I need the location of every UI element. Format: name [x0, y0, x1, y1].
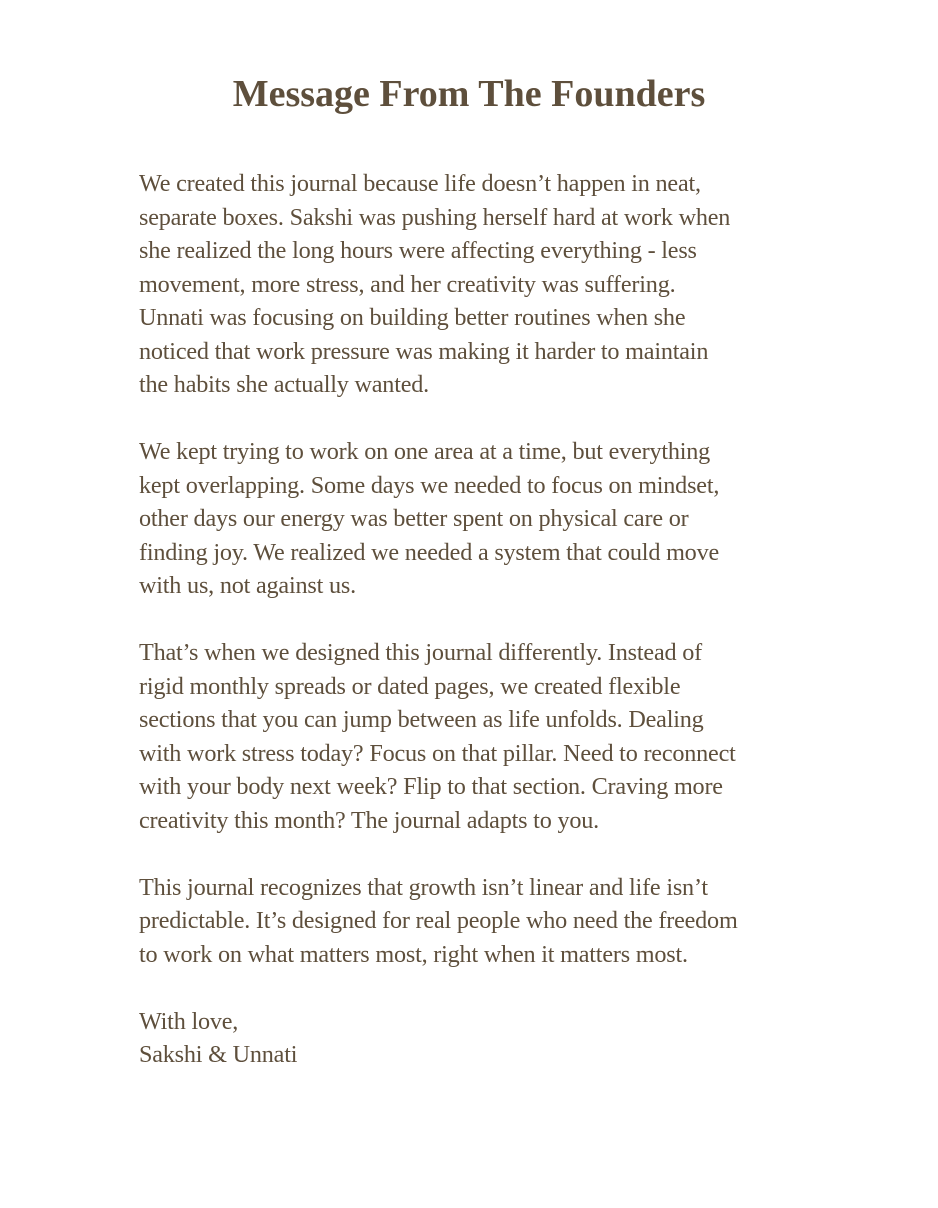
- page-title: Message From The Founders: [232, 73, 706, 115]
- text-line: creativity this month? The journal adapts to you.: [139, 806, 599, 834]
- text-line: with us, not against us.: [139, 572, 356, 599]
- text-line: with your body next week? Flip to that section. Craving more: [139, 773, 723, 800]
- paragraph-3: [139, 636, 839, 837]
- text-line: separate boxes. Sakshi was pushing herself hard at work when: [139, 203, 731, 231]
- text-line: predictable. It’s designed for real people who need the freedom: [139, 907, 738, 934]
- signoff-names: Sakshi & Unnati: [139, 1041, 298, 1068]
- message-body: [139, 167, 839, 1072]
- text-line: movement, more stress, and her creativity was suffering.: [139, 270, 676, 298]
- text-line: other days our energy was better spent on physical care or: [139, 505, 689, 532]
- text-line: the habits she actually wanted.: [139, 371, 430, 398]
- text-line: finding joy. We realized we needed a system that could move: [139, 538, 720, 566]
- text-line: sections that you can jump between as life unfolds. Dealing: [139, 706, 704, 733]
- text-line: Unnati was focusing on building better routines when she: [139, 304, 686, 331]
- paragraph-2: [139, 435, 839, 603]
- text-line: We kept trying to work on one area at a time, but everything: [139, 438, 711, 465]
- text-line: rigid monthly spreads or dated pages, we created flexible: [139, 672, 681, 700]
- text-line: This journal recognizes that growth isn’t linear and life isn’t: [139, 873, 708, 901]
- signoff-closing: With love,: [139, 1007, 239, 1035]
- paragraph-1: [139, 167, 839, 402]
- paragraph-4: [139, 871, 839, 972]
- text-line: with work stress today? Focus on that pillar. Need to reconnect: [139, 739, 736, 767]
- text-line: kept overlapping. Some days we needed to focus on mindset,: [139, 471, 720, 499]
- text-line: she realized the long hours were affecting everything - less: [139, 237, 697, 264]
- signoff: [139, 1005, 839, 1072]
- text-line: noticed that work pressure was making it harder to maintain: [139, 337, 709, 365]
- text-line: to work on what matters most, right when it matters most.: [139, 940, 688, 968]
- text-line: That’s when we designed this journal differently. Instead of: [139, 639, 702, 666]
- text-line: We created this journal because life doesn’t happen in neat,: [139, 170, 701, 197]
